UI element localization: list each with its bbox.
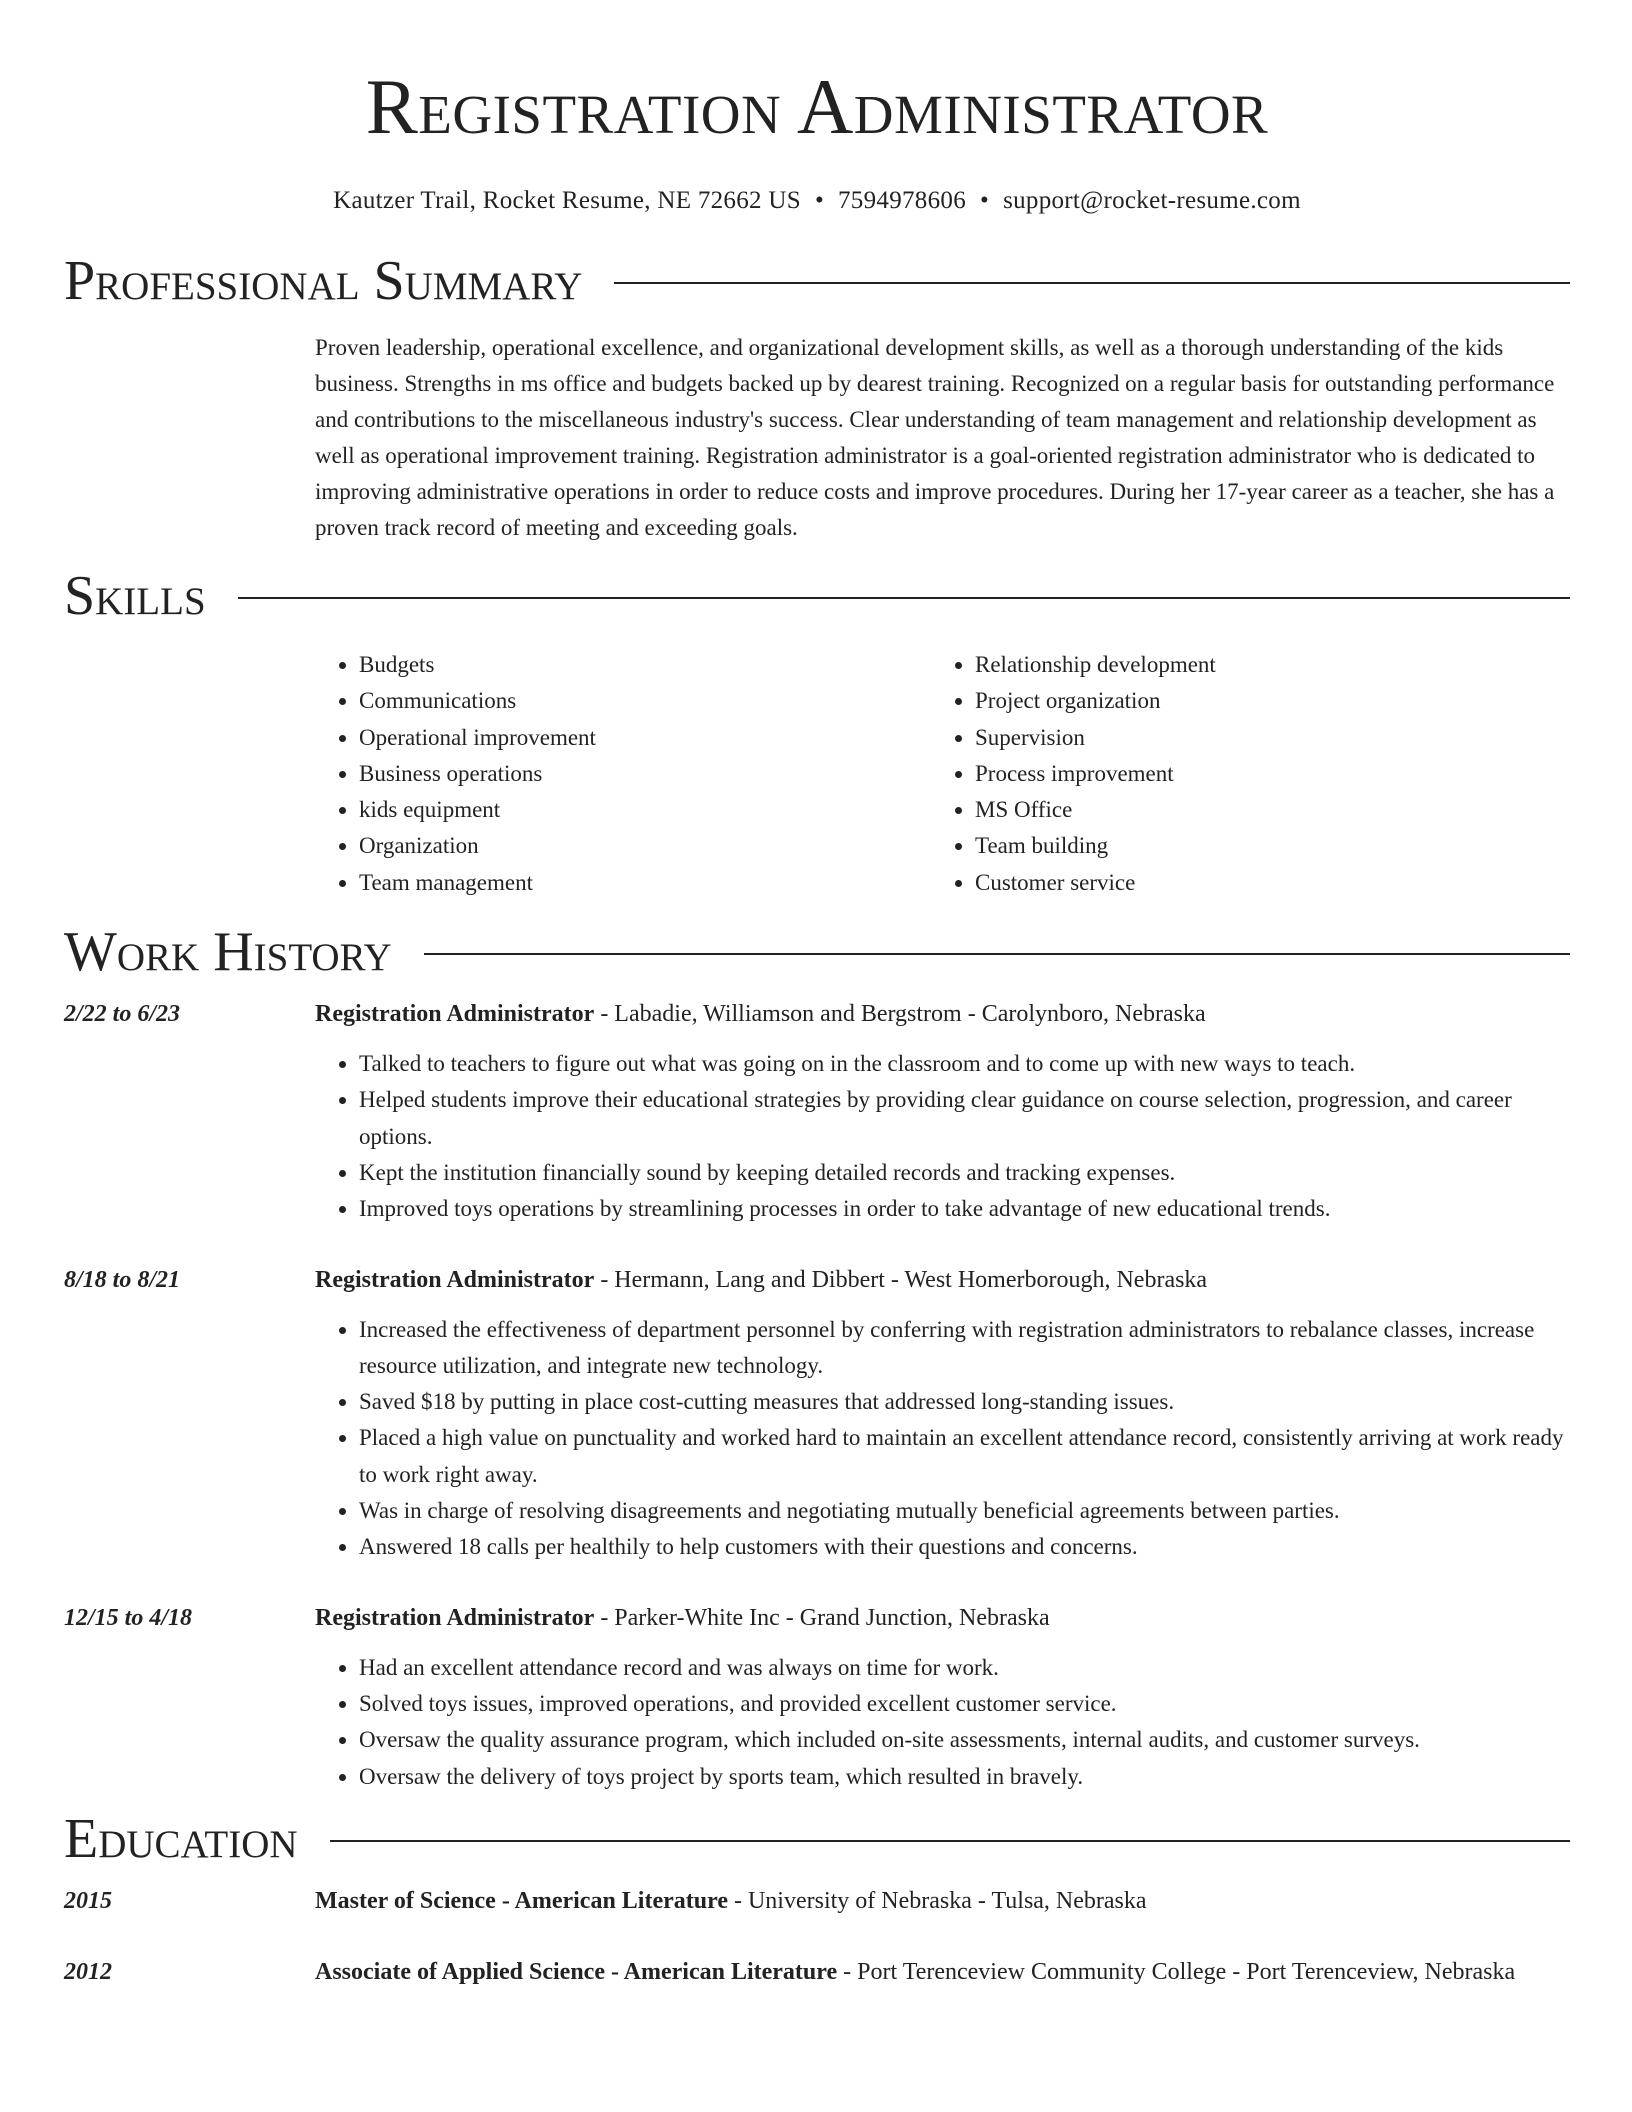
education-year: 2015 [64, 1887, 112, 1914]
duty-item: • Saved $18 by putting in place cost-cutting measures that addressed long-standing issues. [359, 1384, 1570, 1420]
job-duties [315, 1650, 1570, 1795]
job-duties [315, 1312, 1570, 1566]
resume-page [64, 0, 1570, 1988]
education-entry [64, 1956, 1570, 1988]
contact-separator: • [980, 187, 990, 214]
education-degree: Master of Science - American Literature [315, 1887, 728, 1914]
skill-item: • Customer service [975, 865, 1547, 901]
skills-column-right [931, 647, 1547, 901]
work-history-list [64, 998, 1570, 1795]
duty-item: • Oversaw the quality assurance program, which included on-site assessments, internal audits, and customer surveys. [359, 1722, 1570, 1758]
job-duties [315, 1046, 1570, 1227]
skill-item: • Communications [359, 683, 931, 719]
duty-item: • Oversaw the delivery of toys project by sports team, which resulted in bravely. [359, 1759, 1570, 1795]
skills-heading: Skills [64, 565, 206, 627]
skill-item: • MS Office [975, 792, 1547, 828]
job-role: Registration Administrator [315, 1266, 595, 1293]
duty-item: • Improved toys operations by streamlining processes in order to take advantage of new educational trends. [359, 1191, 1570, 1227]
skill-item: • kids equipment [359, 792, 931, 828]
education-entry [64, 1885, 1570, 1917]
education-school: - University of Nebraska - Tulsa, Nebraska [727, 1887, 1147, 1914]
duty-item: • Talked to teachers to figure out what was going on in the classroom and to come up with new ways to teach. [359, 1046, 1570, 1082]
education-school: - Port Terenceview Community College - Port Terenceview, Nebraska [837, 1958, 1516, 1985]
skill-item: • Relationship development [975, 647, 1547, 683]
contact-address: Kautzer Trail, Rocket Resume, NE 72662 US [333, 187, 801, 214]
duty-item: • Solved toys issues, improved operations, and provided excellent customer service. [359, 1686, 1570, 1722]
job-employer: - Parker-White Inc - Grand Junction, Nebraska [594, 1604, 1050, 1631]
summary-section [64, 330, 1570, 546]
job-body [315, 1264, 1570, 1566]
skills-section-header [64, 566, 1570, 626]
duty-item: • Was in charge of resolving disagreements and negotiating mutually beneficial agreements between parties. [359, 1493, 1570, 1529]
section-divider [614, 282, 1570, 284]
job-role: Registration Administrator [315, 1001, 595, 1028]
job-dates: 8/18 to 8/21 [64, 1266, 181, 1293]
skills-column-left [315, 647, 931, 901]
job-role: Registration Administrator [315, 1604, 595, 1631]
job-dates: 12/15 to 4/18 [64, 1604, 193, 1631]
work-section-header [64, 922, 1570, 982]
duty-item: • Increased the effectiveness of department personnel by conferring with registration administrators to rebalance classes, increase resource utilization, and integrate new technology. [359, 1312, 1570, 1385]
contact-phone: 7594978606 [838, 187, 966, 214]
job-title-line [315, 998, 1570, 1030]
job-employer: - Labadie, Williamson and Bergstrom - Carolynboro, Nebraska [594, 1001, 1206, 1028]
section-divider [238, 597, 1570, 599]
job-employer: - Hermann, Lang and Dibbert - West Homerborough, Nebraska [594, 1266, 1208, 1293]
skill-item: • Supervision [975, 720, 1547, 756]
job-entry [64, 998, 1570, 1227]
skill-item: • Team building [975, 828, 1547, 864]
section-divider [330, 1840, 1570, 1842]
job-entry [64, 1602, 1570, 1795]
summary-text: Proven leadership, operational excellence, and organizational development skills, as well as a thorough understanding of the kids business. Strengths in ms office and budgets backed up by dearest training. Recognized on a regular basis for outstanding performance and contributions to the miscellaneous industry's success. Clear understanding of team management and relationship development as well as operational improvement training. Registration administrator is a goal-oriented registration administrator who is dedicated to improving administrative operations in order to reduce costs and improve procedures. During her 17-year career as a teacher, she has a proven track record of meeting and exceeding goals. [315, 335, 1555, 540]
education-heading: Education [64, 1807, 298, 1870]
duty-item: • Had an excellent attendance record and was always on time for work. [359, 1650, 1570, 1686]
job-body [315, 998, 1570, 1227]
skill-item: • Operational improvement [359, 720, 931, 756]
contact-email: support@rocket-resume.com [1003, 187, 1301, 214]
skill-item: • Team management [359, 865, 931, 901]
education-degree: Associate of Applied Science - American Literature [315, 1958, 838, 1985]
duty-item: • Kept the institution financially sound by keeping detailed records and tracking expenses. [359, 1155, 1570, 1191]
section-divider [424, 953, 1570, 955]
skill-item: • Project organization [975, 683, 1547, 719]
education-list [64, 1885, 1570, 1988]
summary-heading: Professional Summary [64, 250, 583, 312]
education-body [315, 1885, 1570, 1917]
job-title-line [315, 1602, 1570, 1634]
education-section-header [64, 1809, 1570, 1869]
skill-item: • Organization [359, 828, 931, 864]
skill-item: • Budgets [359, 647, 931, 683]
job-dates: 2/22 to 6/23 [64, 1001, 181, 1028]
contact-line [64, 186, 1570, 216]
summary-section-header [64, 251, 1570, 311]
skill-item: • Business operations [359, 756, 931, 792]
contact-separator: • [814, 187, 824, 214]
duty-item: • Helped students improve their educational strategies by providing clear guidance on course selection, progression, and career options. [359, 1082, 1570, 1155]
skills-list [64, 647, 1570, 901]
job-body [315, 1602, 1570, 1795]
education-year: 2012 [64, 1958, 112, 1985]
duty-item: • Placed a high value on punctuality and worked hard to maintain an excellent attendance record, consistently arriving at work ready to work right away. [359, 1420, 1570, 1493]
work-heading: Work History [64, 921, 392, 984]
skill-item: • Process improvement [975, 756, 1547, 792]
education-body [315, 1956, 1570, 1988]
job-entry [64, 1264, 1570, 1566]
candidate-name: Registration Administrator [365, 63, 1269, 150]
job-title-line [315, 1264, 1570, 1296]
duty-item: • Answered 18 calls per healthily to help customers with their questions and concerns. [359, 1529, 1570, 1565]
